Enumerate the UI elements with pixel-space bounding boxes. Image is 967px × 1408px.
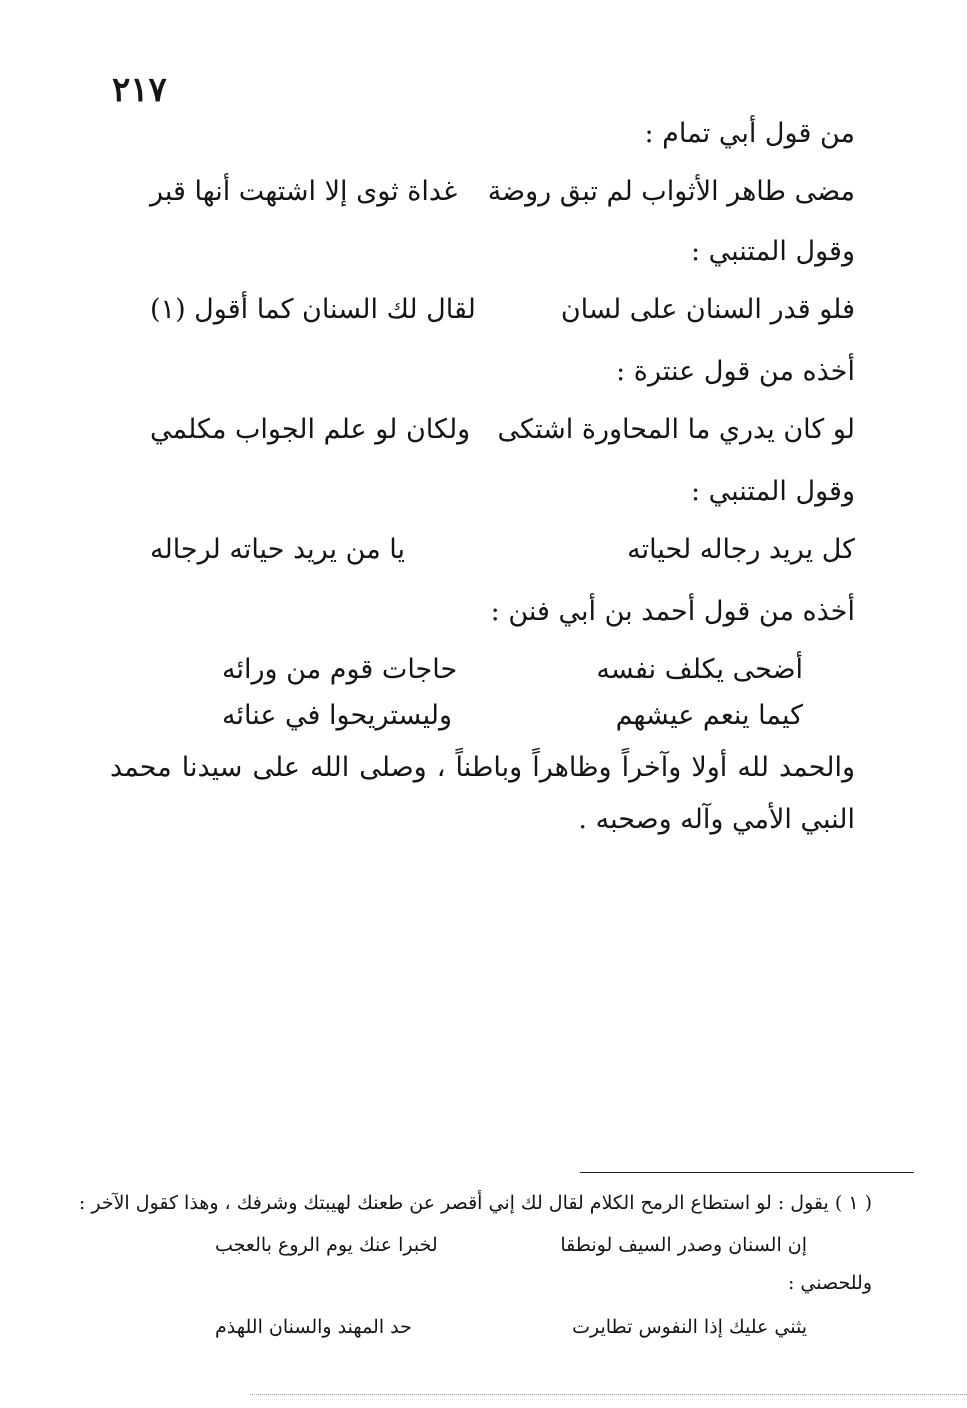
footnote-verse — [215, 1316, 807, 1348]
verse-second-hemistich: يا من يريد حياته لرجاله — [150, 534, 405, 565]
verse-second-hemistich: حد المهند والسنان اللهذم — [215, 1316, 412, 1338]
poem-verse — [150, 700, 855, 746]
verse-second-hemistich: لخبرا عنك يوم الروع بالعجب — [215, 1234, 438, 1256]
verse-second-hemistich: حاجات قوم من ورائه — [222, 654, 458, 685]
verse-first-hemistich: كيما ينعم عيشهم — [615, 700, 803, 731]
poem-verse — [150, 414, 855, 460]
verse-second-hemistich: ولكان لو علم الجواب مكلمي — [150, 414, 471, 445]
verse-first-hemistich: مضى طاهر الأثواب لم تبق روضة — [487, 176, 855, 207]
page-number: ٢١٧ — [112, 70, 167, 110]
closing-paragraph: والحمد لله أولا وآخراً وظاهراً وباطناً ، وصلى الله على سيدنا محمد النبي الأمي وآله وصحبه . — [110, 752, 855, 835]
footnote-text: ( ١ ) يقول : لو استطاع الرمح الكلام لقال لك إني أقصر عن طعنك لهيبتك وشرفك ، وهذا كقول الآخر : — [78, 1192, 872, 1214]
section-heading: من قول أبي تمام : — [644, 118, 855, 149]
verse-first-hemistich: لو كان يدري ما المحاورة اشتكى — [497, 414, 855, 445]
verse-first-hemistich: أضحى يكلف نفسه — [596, 654, 803, 685]
verse-first-hemistich: كل يريد رجاله لحياته — [627, 534, 855, 565]
verse-first-hemistich: إن السنان وصدر السيف لونطقا — [560, 1234, 807, 1256]
verse-first-hemistich: فلو قدر السنان على لسان — [560, 294, 855, 325]
page-edge-line — [250, 1394, 967, 1395]
verse-first-hemistich: يثني عليك إذا النفوس تطايرت — [572, 1316, 807, 1338]
poem-verse — [150, 654, 855, 700]
section-heading: وقول المتنبي : — [690, 476, 855, 507]
poem-verse — [150, 534, 855, 580]
verse-second-hemistich: لقال لك السنان كما أقول (١) — [150, 294, 476, 325]
verse-second-hemistich: وليستريحوا في عنائه — [222, 700, 452, 731]
verse-second-hemistich: غداة ثوى إلا اشتهت أنها قبر — [150, 176, 458, 207]
section-heading: أخذه من قول أحمد بن أبي فنن : — [490, 596, 855, 627]
footnote-verse — [215, 1234, 807, 1266]
footnote-label: وللحصني : — [787, 1272, 872, 1294]
poem-verse — [150, 176, 855, 222]
section-heading: أخذه من قول عنترة : — [616, 356, 855, 387]
poem-verse — [150, 294, 855, 340]
footnote-separator — [580, 1172, 914, 1173]
section-heading: وقول المتنبي : — [690, 236, 855, 267]
